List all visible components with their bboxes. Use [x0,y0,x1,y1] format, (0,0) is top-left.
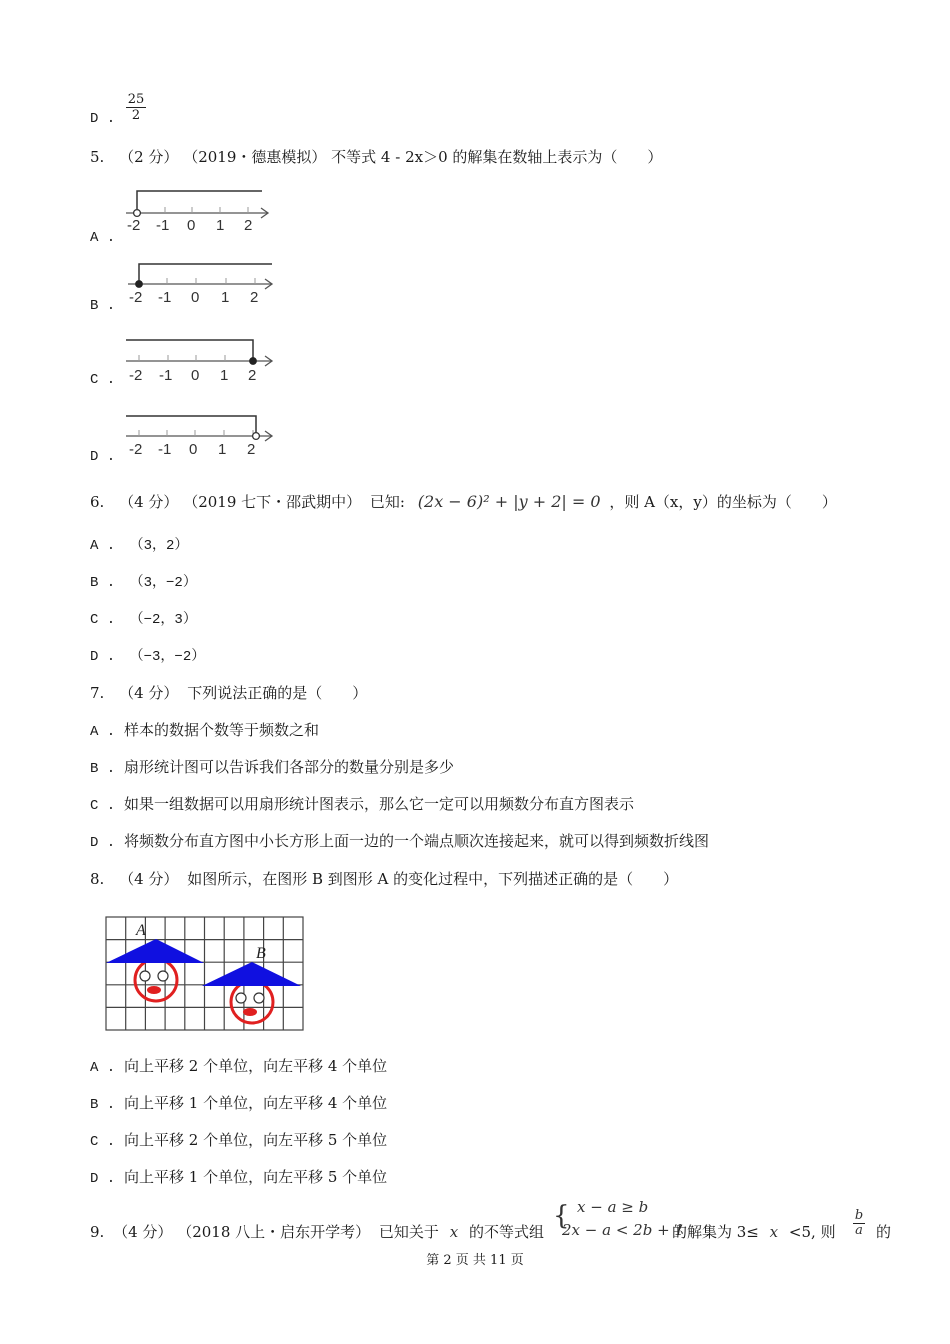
tick-label: 2 [250,289,259,306]
q7-option-d: D . 将频数分布直方图中小长方形上面一边的一个端点顺次连接起来，就可以得到频数折线图 [90,832,710,851]
q8-option-c: C . 向上平移 2 个单位，向左平移 5 个单位 [90,1131,388,1150]
q6-option-b: B . （3，−2） [90,575,197,591]
figure-label-b: B [256,945,266,962]
q8-grid-figure [104,915,306,1033]
q5-option-c-letter: C . [90,372,116,388]
tick-label: -2 [129,367,143,384]
tick-label: -1 [158,441,172,458]
question-6-header: 6. （4 分） （2019 七下・邵武期中） 已知: (2x − 6)² + |y + 2| = 0 ，则 A（x，y）的坐标为（ ） [90,492,837,511]
option-d-letter: D . [90,111,116,127]
tick-label: -1 [158,289,172,306]
q7-option-c: C . 如果一组数据可以用扇形统计图表示，那么它一定可以用频数分布直方图表示 [90,795,635,814]
q6-equation: (2x − 6)² + |y + 2| = 0 [417,492,601,511]
q5-option-a-letter: A . [90,230,116,246]
tick-label: 2 [247,441,256,458]
tick-label: 1 [216,217,225,234]
tick-label: 0 [187,217,196,234]
system-brace: { [553,1201,570,1231]
q8-option-b: B . 向上平移 1 个单位，向左平移 4 个单位 [90,1094,388,1113]
q7-option-b: B . 扇形统计图可以告诉我们各部分的数量分别是多少 [90,758,455,777]
tick-label: -2 [129,441,143,458]
fraction-25-over-2: $\frac{25}{2}$ [127,92,145,123]
system-line-1: x − a ≥ b [577,1198,649,1216]
tick-label: 1 [218,441,227,458]
page-footer: 第 2 页 共 11 页 [426,1253,524,1268]
question-9-header: 9. （4 分） （2018 八上・启东开学考） 已知关于 x 的不等式组 [90,1223,544,1241]
q6-option-d: D . （−3，−2） [90,649,206,665]
question-9-end: 的 [876,1223,892,1241]
tick-label: 0 [189,441,198,458]
question-9-tail: 的解集为 3≤ x <5, 则 [672,1223,836,1241]
tick-label: 0 [191,367,200,384]
q6-option-a: A . （3，2） [90,538,189,554]
tick-label: 1 [220,367,229,384]
tick-label: 2 [244,217,253,234]
q8-option-a: A . 向上平移 2 个单位，向左平移 4 个单位 [90,1057,388,1076]
tick-label: -1 [156,217,170,234]
system-line-2: 2x − a < 2b + 1 [562,1221,684,1239]
q5-number-line-c [122,334,282,386]
q6-option-c: C . （−2，3） [90,612,197,628]
fraction-b-over-a: b a [854,1208,864,1238]
question-8-header: 8. （4 分） 如图所示，在图形 B 到图形 A 的变化过程中，下列描述正确的是（ ） [90,870,679,888]
tick-label: -2 [127,217,141,234]
q5-number-line-d [122,410,282,460]
tick-label: 2 [248,367,257,384]
hat-b [202,962,301,986]
q8-option-d: D . 向上平移 1 个单位，向左平移 5 个单位 [90,1168,388,1187]
q5-number-line-a [120,185,280,235]
question-7-header: 7. （4 分） 下列说法正确的是（ ） [90,684,368,702]
figure-label-a: A [136,922,146,939]
tick-label: -1 [159,367,173,384]
q5-option-b-letter: B . [90,298,116,314]
q5-option-d-letter: D . [90,449,116,465]
hat-a [106,939,204,963]
q7-option-a: A . 样本的数据个数等于频数之和 [90,721,320,740]
tick-label: 1 [221,289,230,306]
tick-label: 0 [191,289,200,306]
tick-label: -2 [129,289,143,306]
q5-number-line-b [122,258,282,308]
question-5-header: 5. （2 分） （2019・德惠模拟） 不等式 4 - 2x＞0 的解集在数轴上表示为（ ） [90,148,663,166]
